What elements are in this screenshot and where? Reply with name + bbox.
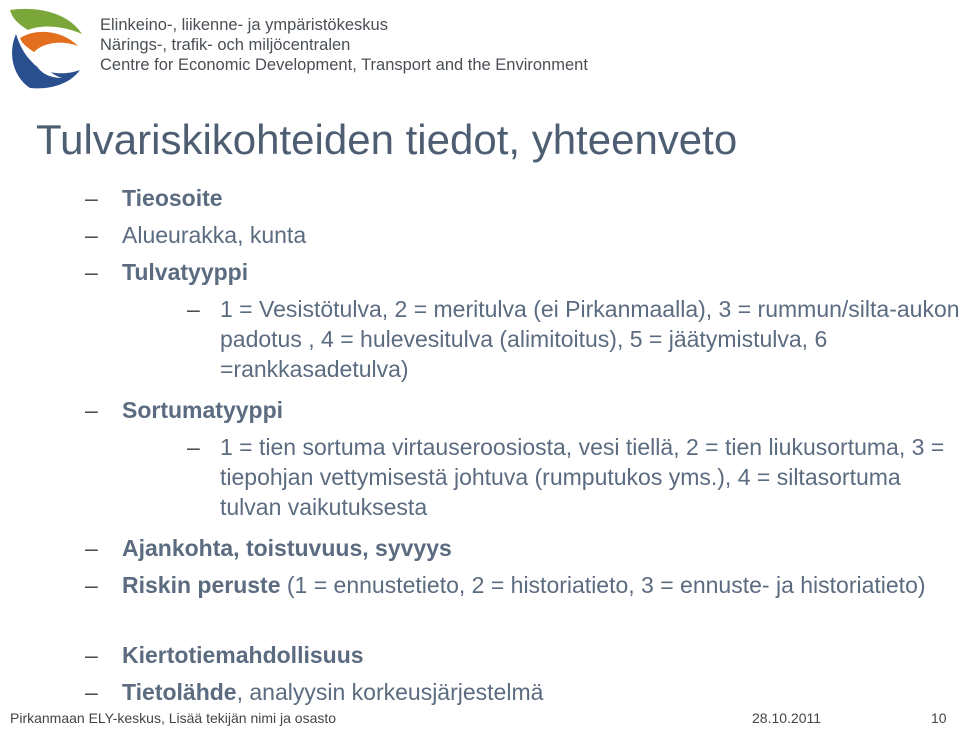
bullet-text: Alueurakka, kunta: [122, 222, 307, 248]
org-name-english: Centre for Economic Development, Transport and the Environment: [100, 56, 588, 74]
bullet-riskin-peruste: [85, 570, 942, 600]
footer-page-number: 10: [931, 710, 947, 726]
bullet-dash: –: [85, 259, 98, 285]
org-name-swedish: Närings-, trafik- och miljöcentralen: [100, 36, 351, 54]
bullet-label: Tieosoite: [122, 185, 223, 211]
bullet-tulvatyyppi: [85, 257, 942, 287]
footer-date: 28.10.2011: [752, 710, 822, 726]
subbullet-sortumatyyppi-values: [187, 432, 960, 522]
bullet-label: Tulvatyyppi: [122, 259, 249, 285]
subbullet-text: 1 = Vesistötulva, 2 = meritulva (ei Pirkanmaalla), 3 = rummun/silta-aukon padotus , 4 = hulevesitulva (alimitoitus), 5 = jäätymistulva, 6 =rankkasadetulva): [220, 296, 960, 382]
footer-organization: Pirkanmaan ELY-keskus, Lisää tekijän nimi ja osasto: [10, 710, 337, 726]
subbullet-tulvatyyppi-values: [187, 294, 960, 384]
bullet-tietolahde: [85, 677, 942, 707]
ely-logo-icon: [6, 4, 84, 90]
bullet-kiertotie: [85, 640, 942, 670]
subbullet-dash: –: [187, 296, 200, 322]
bullet-dash: –: [85, 397, 98, 423]
bullet-label: Tietolähde: [122, 679, 237, 705]
bullet-sortumatyyppi: [85, 395, 942, 425]
bullet-label: Sortumatyyppi: [122, 397, 284, 423]
organization-name: [100, 15, 588, 75]
bullet-dash: –: [85, 679, 98, 705]
bullet-label: Ajankohta, toistuvuus, syvyys: [122, 535, 452, 561]
bullet-text: , analyysin korkeusjärjestelmä: [236, 679, 544, 705]
org-name-finnish: Elinkeino-, liikenne- ja ympäristökeskus: [100, 16, 388, 34]
bullet-label: Riskin peruste: [122, 572, 281, 598]
bullet-dash: –: [85, 572, 98, 598]
bullet-dash: –: [85, 222, 98, 248]
bullet-text: (1 = ennustetieto, 2 = historiatieto, 3 = ennuste- ja historiatieto): [280, 572, 926, 598]
slide-title: Tulvariskikohteiden tiedot, yhteenveto: [36, 116, 738, 163]
subbullet-dash: –: [187, 434, 200, 460]
bullet-dash: –: [85, 642, 98, 668]
subbullet-text: 1 = tien sortuma virtauseroosiosta, vesi tiellä, 2 = tien liukusortuma, 3 = tiepohjan vettymisestä johtuva (rumputukos yms.), 4 = siltasortuma tulvan vaikutuksesta: [220, 434, 945, 520]
bullet-ajankohta: [85, 533, 942, 563]
bullet-dash: –: [85, 185, 98, 211]
bullet-tieosoite: [85, 183, 942, 213]
bullet-label: Kiertotiemahdollisuus: [122, 642, 364, 668]
bullet-alueurakka: [85, 220, 942, 250]
bullet-dash: –: [85, 535, 98, 561]
